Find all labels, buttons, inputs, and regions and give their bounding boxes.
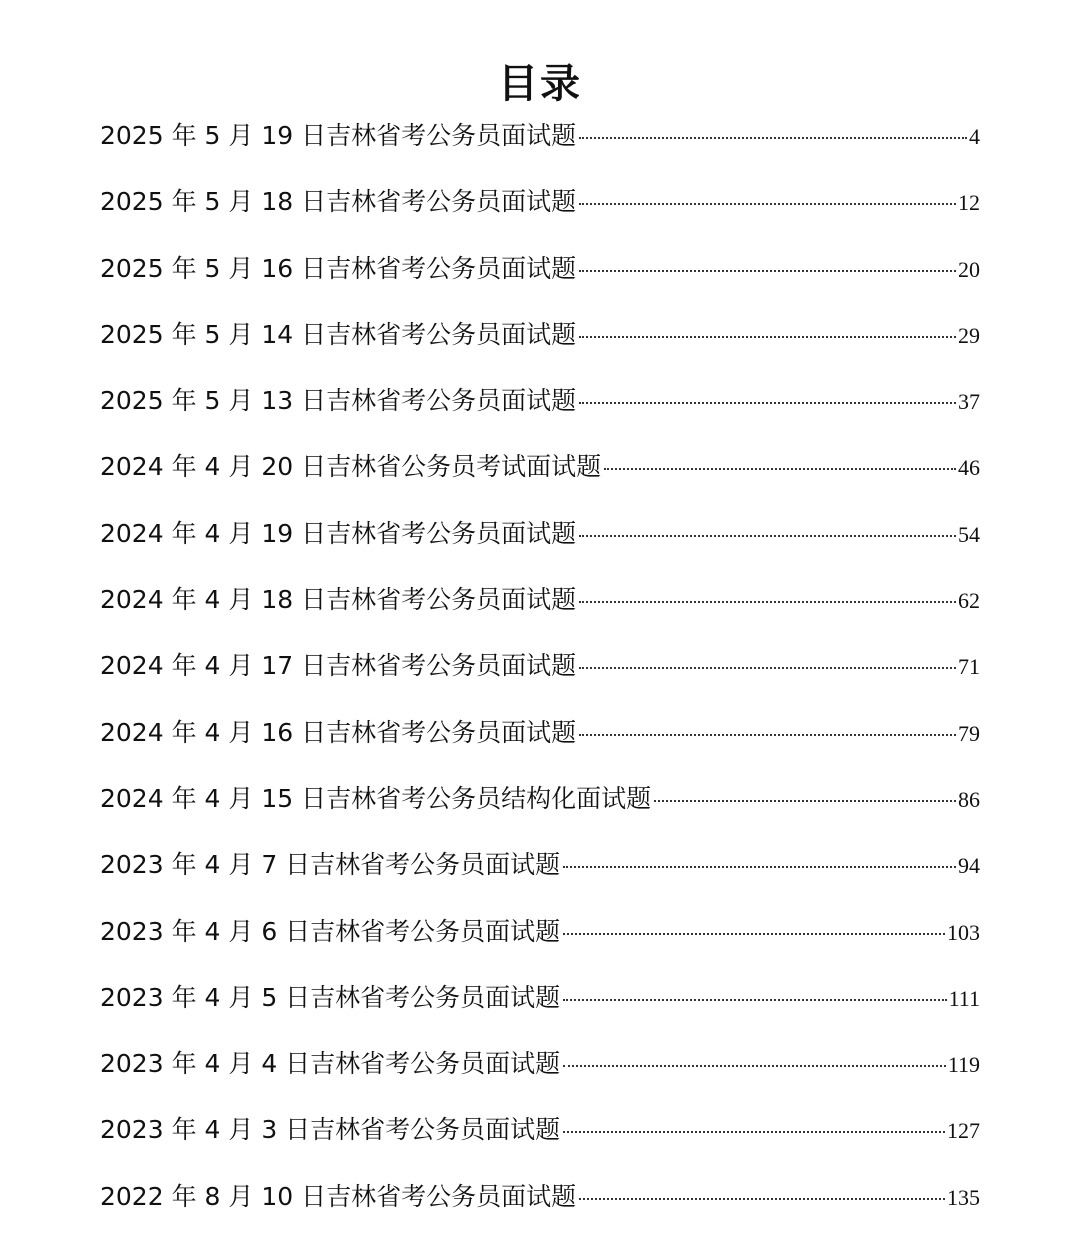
toc-page-number: 20 [958,256,980,282]
toc-entry-title: 2024 年 4 月 20 日吉林省公务员考试面试题 [100,452,602,482]
toc-page-number: 4 [969,124,980,149]
toc-entry[interactable] [100,379,980,445]
toc-entry[interactable] [100,843,980,909]
toc-page-number: 12 [958,190,980,216]
toc-page-number: 71 [958,654,980,680]
toc-entry-title: 2023 年 4 月 3 日吉林省考公务员面试题 [100,1115,561,1145]
dot-leader [579,137,967,139]
toc-entry[interactable] [100,247,980,313]
dot-leader [579,203,956,205]
dot-leader [579,336,956,338]
toc-page-number: 127 [947,1118,980,1144]
toc-entry[interactable] [100,1175,980,1241]
dot-leader [579,667,956,669]
toc-page-number: 62 [958,588,980,614]
toc-entry-title: 2025 年 5 月 19 日吉林省考公务员面试题 [100,121,577,150]
toc-entry-title: 2025 年 5 月 16 日吉林省考公务员面试题 [100,253,577,283]
dot-leader [579,1198,945,1200]
toc-entry-title: 2025 年 5 月 18 日吉林省考公务员面试题 [100,187,577,217]
toc-entry[interactable] [100,910,980,976]
toc-page-number: 94 [958,853,980,879]
toc-page-number: 29 [958,322,980,348]
dot-leader [563,1131,945,1133]
toc-entry-title: 2024 年 4 月 15 日吉林省考公务员结构化面试题 [100,783,652,813]
toc-entry-title: 2023 年 4 月 7 日吉林省考公务员面试题 [100,850,561,880]
toc-entry-title: 2023 年 4 月 6 日吉林省考公务员面试题 [100,916,561,946]
toc-entry[interactable] [100,313,980,379]
dot-leader [563,999,946,1001]
toc-page-number: 135 [947,1184,980,1210]
toc-entry-title: 2023 年 4 月 5 日吉林省考公务员面试题 [100,982,561,1012]
toc-entry[interactable] [100,512,980,578]
toc-page-number: 79 [958,720,980,746]
toc-entry-title: 2023 年 4 月 4 日吉林省考公务员面试题 [100,1049,561,1079]
toc-entry[interactable] [100,1108,980,1174]
toc-entry[interactable] [100,777,980,843]
toc-entry[interactable] [100,976,980,1042]
toc-entry-title: 2024 年 4 月 18 日吉林省考公务员面试题 [100,585,577,615]
toc-entry-title: 2025 年 5 月 14 日吉林省考公务员面试题 [100,319,577,349]
dot-leader [579,535,956,537]
toc-page-number: 111 [948,985,980,1011]
dot-leader [563,866,956,868]
dot-leader [654,800,956,802]
toc-entry-title: 2024 年 4 月 19 日吉林省考公务员面试题 [100,518,577,548]
toc-entry-title: 2024 年 4 月 17 日吉林省考公务员面试题 [100,651,577,681]
toc-page-number: 46 [958,455,980,481]
toc-entry[interactable] [100,445,980,511]
dot-leader [563,933,945,935]
page-title: 目录 [498,61,582,107]
dot-leader [579,270,956,272]
toc-entry-title: 2022 年 8 月 10 日吉林省考公务员面试题 [100,1181,577,1211]
toc-entry[interactable] [100,711,980,777]
toc-page-number: 103 [947,919,980,945]
dot-leader [579,402,956,404]
dot-leader [579,734,956,736]
toc-entry-title: 2024 年 4 月 16 日吉林省考公务员面试题 [100,717,577,747]
toc-entry[interactable] [100,1042,980,1108]
dot-leader [563,1065,946,1067]
toc-page-number: 119 [947,1052,980,1078]
dot-leader [579,601,956,603]
table-of-contents [100,114,980,1241]
toc-entry-title: 2025 年 5 月 13 日吉林省考公务员面试题 [100,386,577,416]
toc-entry[interactable] [100,180,980,246]
toc-entry[interactable] [100,114,980,180]
toc-entry[interactable] [100,578,980,644]
toc-entry[interactable] [100,644,980,710]
dot-leader [604,468,956,470]
toc-page-number: 37 [958,389,980,415]
toc-page-number: 54 [958,521,980,547]
toc-page-number: 86 [958,786,980,812]
